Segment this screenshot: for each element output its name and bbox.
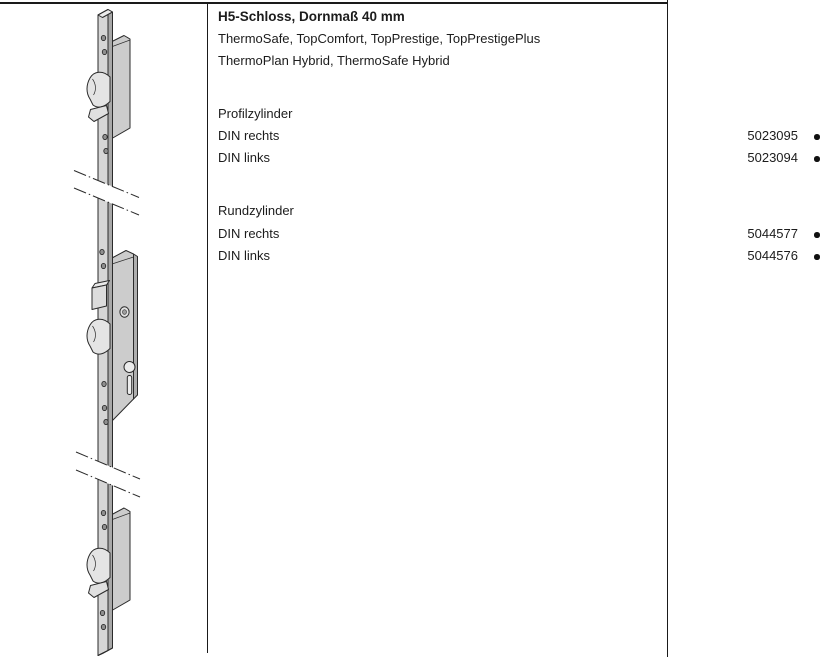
availability-dot-icon: [814, 134, 820, 140]
group-heading-rundzylinder: Rundzylinder: [218, 203, 294, 218]
availability-dot-icon: [814, 232, 820, 238]
main-lock-case: [112, 251, 134, 422]
row-label: DIN links: [218, 150, 271, 165]
product-title: H5-Schloss, Dornmaß 40 mm: [218, 9, 405, 24]
row-label: DIN rechts: [218, 128, 280, 143]
row-label: DIN rechts: [218, 226, 280, 241]
product-variants-line1: ThermoSafe, TopComfort, TopPrestige, TopPrestigePlus: [218, 31, 541, 46]
group-heading-profilzylinder: Profilzylinder: [218, 106, 293, 121]
main-lock-case-side: [134, 254, 138, 399]
column-divider-right: [667, 0, 668, 657]
availability-dot-icon: [814, 254, 820, 260]
cylinder-keyhole: [124, 362, 135, 373]
row-label: DIN links: [218, 248, 271, 263]
hook-bolt-upper: [87, 72, 110, 121]
upper-lock-case: [111, 36, 130, 140]
article-number: 5044577: [747, 226, 798, 241]
product-variants-line2: ThermoPlan Hybrid, ThermoSafe Hybrid: [218, 53, 450, 68]
availability-dot-icon: [814, 156, 820, 162]
article-number: 5023095: [747, 128, 798, 143]
hook-bolt-lower: [87, 548, 110, 597]
lock-illustration: [0, 0, 210, 658]
lower-lock-case: [111, 508, 130, 611]
article-number: 5044576: [747, 248, 798, 263]
article-number: 5023094: [747, 150, 798, 165]
hook-bolt-main: [87, 319, 110, 354]
